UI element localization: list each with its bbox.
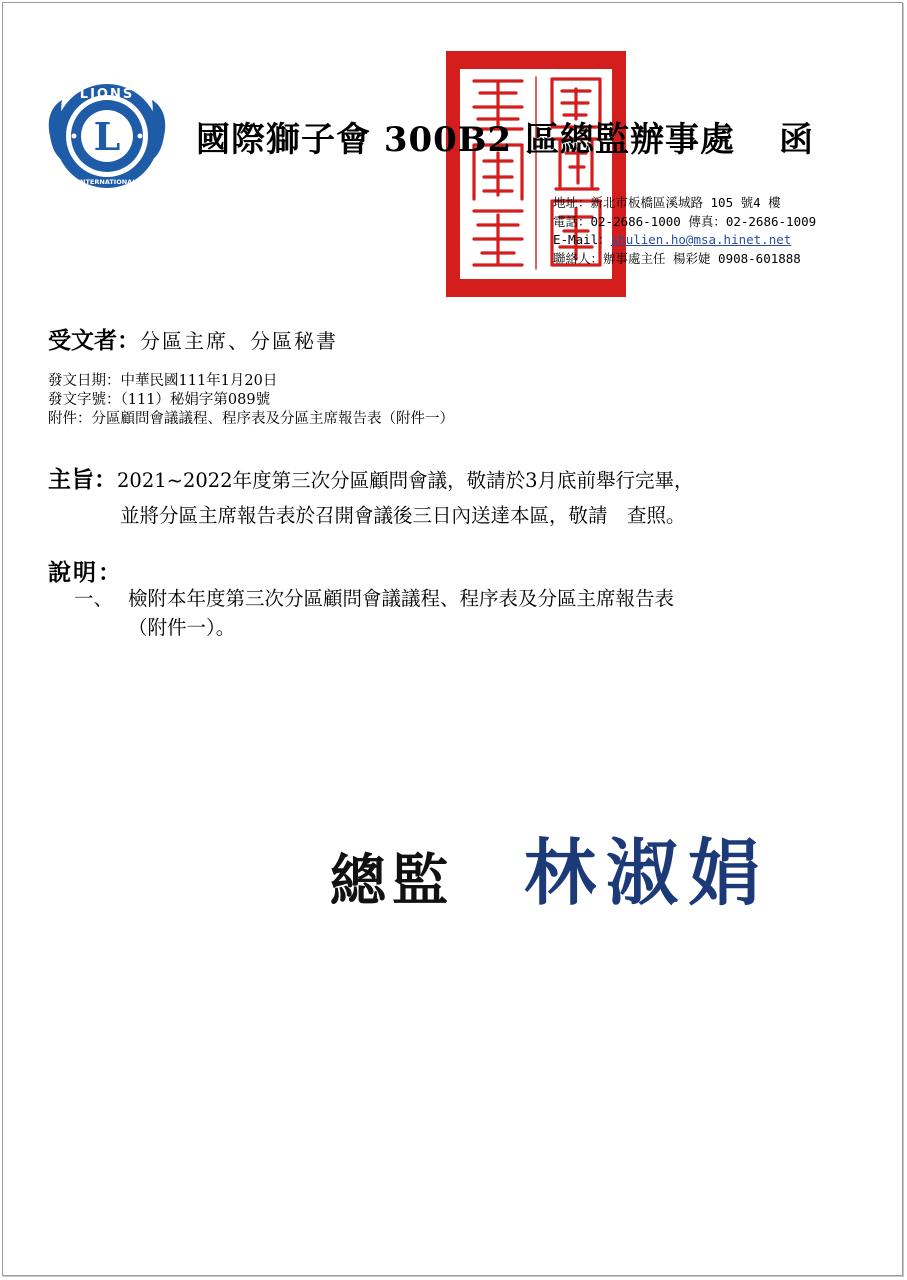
logo-text-bottom: INTERNATIONAL (77, 178, 137, 186)
contact-phone: 電話：02-2686-1000 傳真：02-2686-1009 (553, 213, 817, 229)
explanation-item-line-1 (74, 584, 674, 613)
recipient-value: 分區主席、分區秘書 (140, 329, 338, 353)
contact-email-link[interactable]: shulien.ho@msa.hinet.net (610, 232, 792, 247)
attachment-line: 附件：分區顧問會議議程、程序表及分區主席報告表（附件一） (48, 411, 454, 427)
explanation-item-text-1: 檢附本年度第三次分區顧問會議議程、程序表及分區主席報告表 (128, 587, 675, 610)
org-name: 國際獅子會 300B2 區總監辦事處 (196, 120, 736, 160)
signature-name: 林淑娟 (524, 830, 771, 915)
signature-block (330, 815, 800, 915)
document-number: 發文字號：（111）秘娟字第089號 (48, 392, 271, 408)
lions-logo (44, 78, 170, 194)
subject-text-1: 2021~2022年度第三次分區顧問會議，敬請於3月底前舉行完畢， (117, 469, 694, 492)
contact-block (553, 194, 883, 268)
org-title (196, 112, 836, 161)
explanation-item-number: 一、 (74, 587, 114, 610)
subject-label: 主旨： (48, 466, 117, 493)
logo-text-top: LIONS (79, 87, 135, 102)
logo-letter: L (93, 114, 121, 159)
contact-address: 地址：新北市板橋區溪城路 105 號4 樓 (553, 195, 781, 210)
explanation-title: 說明： (48, 559, 123, 586)
doc-type: 函 (779, 120, 815, 160)
signature-title: 總監 (330, 849, 454, 914)
recipient-label: 受文者： (48, 327, 140, 354)
subject-text-2: 並將分區主席報告表於召開會議後三日內送達本區，敬請 查照。 (120, 504, 686, 527)
contact-person: 聯絡人：辦事處主任 楊彩婕 0908-601888 (553, 250, 801, 266)
contact-email-label: E-Mail： (553, 232, 611, 247)
explanation-item (74, 584, 674, 642)
subject-block (48, 462, 694, 533)
explanation-item-text-2: （附件一）。 (128, 616, 236, 639)
document-meta (48, 372, 454, 429)
recipient-line (48, 322, 338, 355)
issue-date: 發文日期：中華民國111年1月20日 (48, 373, 278, 389)
subject-line-1 (48, 462, 694, 498)
contact-email-row (553, 231, 883, 250)
